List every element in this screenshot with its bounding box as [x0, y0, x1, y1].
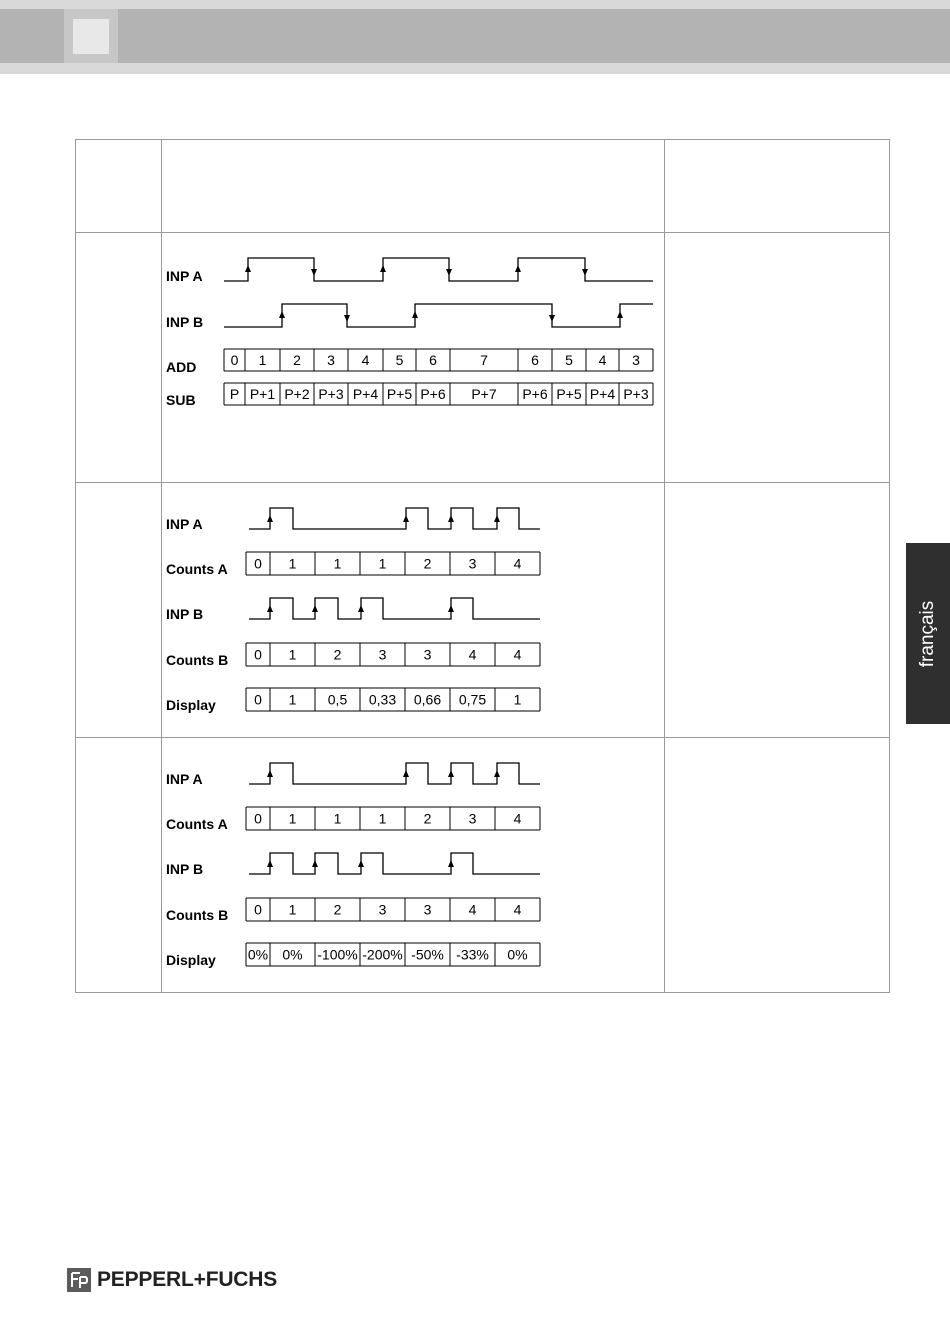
- counts-a-row-value: 1: [378, 555, 387, 572]
- diagram-label-display: Display: [166, 952, 216, 968]
- diagram-label-add: ADD: [166, 359, 197, 375]
- counts-a-row-value: 0: [254, 555, 262, 572]
- display-row-value: 0%: [282, 946, 303, 963]
- counts-b-row-value: 4: [468, 646, 477, 663]
- sub-row-value: P: [229, 386, 240, 402]
- rising-edge-arrow-icon: [448, 605, 454, 612]
- counts-b-row-value: 2: [333, 901, 342, 918]
- add-row-value: 7: [480, 352, 488, 368]
- table-row-divider: [75, 232, 890, 233]
- counts-a-row-value: 1: [378, 810, 387, 827]
- counts-b-row-value: 1: [288, 646, 297, 663]
- rising-edge-arrow-icon: [617, 311, 623, 318]
- inp-b-waveform: [224, 304, 653, 327]
- display-row-value: 1: [288, 691, 297, 708]
- falling-edge-arrow-icon: [344, 315, 350, 322]
- sub-row-value: P+3: [318, 386, 344, 402]
- sub-row-value: P+1: [249, 386, 276, 402]
- rising-edge-arrow-icon: [279, 311, 285, 318]
- diagram-label-inp-a: INP A: [166, 268, 203, 284]
- counts-a-row-value: 3: [468, 810, 477, 827]
- counts-b-row-value: 0: [254, 901, 262, 918]
- timing-diagram-percent: [160, 755, 560, 975]
- sub-row-value: P+5: [386, 386, 413, 402]
- rising-edge-arrow-icon: [312, 860, 318, 867]
- add-row-value: 5: [565, 352, 573, 368]
- add-row-value: 3: [327, 352, 335, 368]
- display-row-value: -100%: [317, 946, 358, 963]
- add-row-value: 2: [293, 352, 301, 368]
- counts-a-row-value: 0: [254, 810, 262, 827]
- diagram-label-counts-a: Counts A: [166, 561, 228, 577]
- display-row-value: 1: [513, 691, 522, 708]
- sub-row-value: P+7: [471, 386, 497, 402]
- rising-edge-arrow-icon: [515, 265, 521, 272]
- counts-a-row-value: 1: [333, 810, 342, 827]
- counts-b-row-value: 3: [423, 646, 432, 663]
- diagram-label-counts-a: Counts A: [166, 816, 228, 832]
- diagram-label-counts-b: Counts B: [166, 652, 229, 668]
- diagram-label-inp-a: INP A: [166, 516, 203, 532]
- display-row-value: -33%: [456, 946, 489, 963]
- display-row-value: 0%: [507, 946, 528, 963]
- display-row-value: 0,5: [327, 691, 348, 708]
- rising-edge-arrow-icon: [358, 605, 364, 612]
- display-row-value: -200%: [362, 946, 403, 963]
- diagram-label-counts-b: Counts B: [166, 907, 229, 923]
- display-row-value: 0%: [247, 946, 269, 963]
- sub-row-value: P+3: [623, 386, 649, 402]
- rising-edge-arrow-icon: [448, 860, 454, 867]
- counts-b-row-value: 0: [254, 646, 262, 663]
- diagram-label-inp-b: INP B: [166, 606, 204, 622]
- header-bar: [0, 9, 950, 63]
- sub-row-value: P+5: [556, 386, 582, 402]
- table-column-divider: [664, 139, 665, 993]
- add-counter-row: [224, 349, 653, 371]
- display-row-value: -50%: [411, 946, 444, 963]
- falling-edge-arrow-icon: [582, 269, 588, 276]
- counts-b-row-value: 3: [378, 646, 387, 663]
- sub-row-value: P+6: [420, 386, 446, 402]
- add-row-value: 4: [598, 352, 607, 368]
- sub-row-value: P+6: [522, 386, 548, 402]
- table-border-bottom: [75, 992, 890, 993]
- sub-counter-row: [224, 383, 653, 405]
- rising-edge-arrow-icon: [412, 311, 418, 318]
- counts-a-row-value: 1: [288, 555, 297, 572]
- counts-a-row-value: 3: [468, 555, 477, 572]
- add-row-value: 6: [429, 352, 437, 368]
- falling-edge-arrow-icon: [549, 315, 555, 322]
- counts-b-row-value: 3: [378, 901, 387, 918]
- counts-a-row-value: 2: [423, 555, 432, 572]
- counts-a-row-value: 2: [423, 810, 432, 827]
- display-row-value: 0,33: [368, 691, 397, 708]
- table-border-top: [75, 139, 890, 140]
- add-row-value: 3: [632, 352, 640, 368]
- language-tab-label: français: [917, 600, 938, 667]
- rising-edge-arrow-icon: [380, 265, 386, 272]
- counts-a-row-value: 1: [288, 810, 297, 827]
- counts-a-row-value: 4: [513, 810, 522, 827]
- sub-row-value: P+4: [352, 386, 379, 402]
- sub-row-value: P+2: [284, 386, 310, 402]
- rising-edge-arrow-icon: [267, 770, 273, 777]
- rising-edge-arrow-icon: [358, 860, 364, 867]
- counter-rows: [246, 552, 540, 711]
- counts-b-row-value: 4: [513, 646, 522, 663]
- brand-name: PEPPERL+FUCHS: [97, 1268, 278, 1291]
- rising-edge-arrow-icon: [494, 515, 500, 522]
- timing-diagram-add-sub: [160, 250, 660, 420]
- diagram-label-display: Display: [166, 697, 216, 713]
- pepperl-fuchs-logo-icon: [67, 1268, 91, 1292]
- rising-edge-arrow-icon: [403, 770, 409, 777]
- add-row-value: 1: [258, 352, 267, 368]
- table-border-left: [75, 139, 76, 993]
- diagram-label-inp-b: INP B: [166, 861, 204, 877]
- header-chapter-box-inner: [73, 19, 109, 54]
- rising-edge-arrow-icon: [245, 265, 251, 272]
- rising-edge-arrow-icon: [403, 515, 409, 522]
- counts-b-row-value: 3: [423, 901, 432, 918]
- add-row-value: 6: [531, 352, 539, 368]
- rising-edge-arrow-icon: [448, 515, 454, 522]
- inp-b-waveform: [249, 853, 540, 874]
- counts-b-row-value: 2: [333, 646, 342, 663]
- diagram-label-sub: SUB: [166, 392, 196, 408]
- counts-b-row-value: 4: [468, 901, 477, 918]
- display-row-value: 0: [254, 691, 262, 708]
- diagram-label-inp-b: INP B: [166, 314, 204, 330]
- table-row-divider: [75, 482, 890, 483]
- sub-row-value: P+4: [589, 386, 616, 402]
- inp-b-waveform: [249, 598, 540, 619]
- add-row-value: 0: [230, 352, 239, 368]
- rising-edge-arrow-icon: [494, 770, 500, 777]
- falling-edge-arrow-icon: [311, 269, 317, 276]
- table-border-right: [889, 139, 890, 993]
- counter-rows: [246, 807, 540, 966]
- counts-b-row-value: 4: [513, 901, 522, 918]
- rising-edge-arrow-icon: [267, 605, 273, 612]
- add-row-value: 5: [395, 352, 404, 368]
- counts-a-row-value: 1: [333, 555, 342, 572]
- timing-diagram-ratio: [160, 500, 560, 720]
- counts-a-row-value: 4: [513, 555, 522, 572]
- inp-a-waveform: [224, 258, 653, 281]
- language-tab[interactable]: [906, 543, 950, 724]
- counts-b-row-value: 1: [288, 901, 297, 918]
- rising-edge-arrow-icon: [267, 515, 273, 522]
- diagram-label-inp-a: INP A: [166, 771, 203, 787]
- rising-edge-arrow-icon: [448, 770, 454, 777]
- display-row-value: 0,66: [413, 691, 442, 708]
- rising-edge-arrow-icon: [312, 605, 318, 612]
- falling-edge-arrow-icon: [446, 269, 452, 276]
- table-row-divider: [75, 737, 890, 738]
- rising-edge-arrow-icon: [267, 860, 273, 867]
- display-row-value: 0,75: [458, 691, 487, 708]
- waveforms: [224, 258, 653, 327]
- add-row-value: 4: [361, 352, 370, 368]
- brand-logo: [67, 1268, 277, 1292]
